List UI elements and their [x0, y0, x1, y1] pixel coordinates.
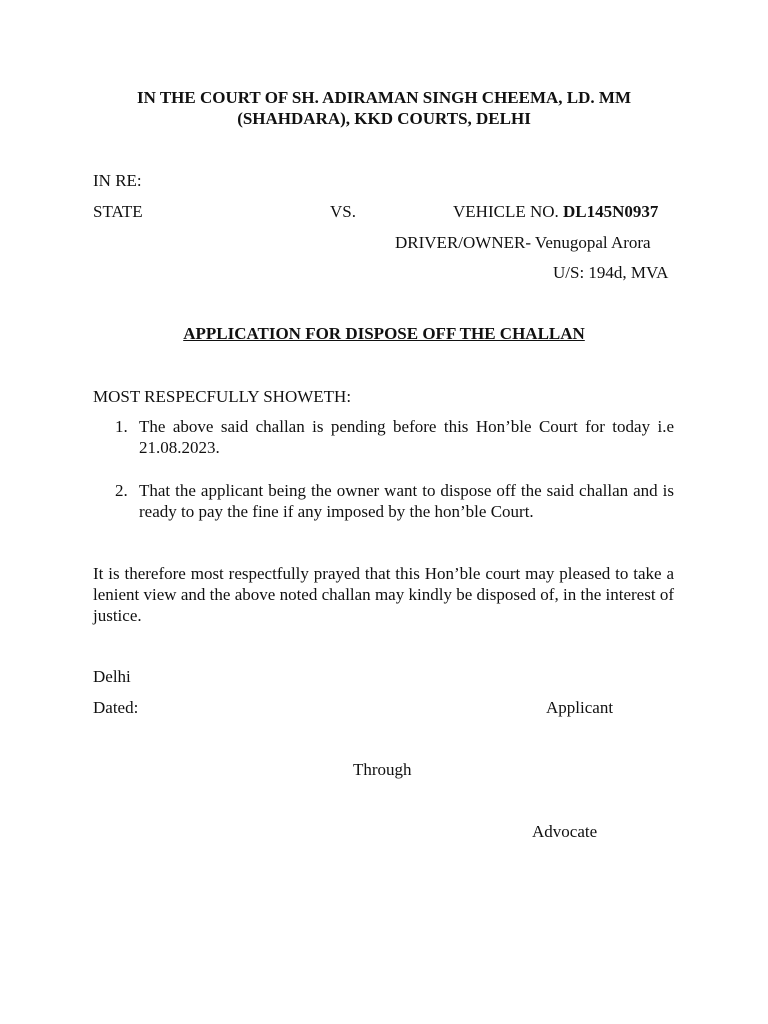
list-item-number: 2.	[115, 481, 128, 500]
driver-owner: DRIVER/OWNER- Venugopal Arora	[395, 233, 651, 252]
list-item-text: The above said challan is pending before this Hon’ble Court for today i.e 21.08.2023.	[139, 417, 674, 457]
vehicle-label: VEHICLE NO.	[453, 202, 559, 221]
through-label: Through	[353, 760, 412, 779]
section-reference: U/S: 194d, MVA	[553, 263, 669, 282]
party-state: STATE	[93, 202, 143, 221]
application-title: APPLICATION FOR DISPOSE OFF THE CHALLAN	[183, 324, 585, 343]
dated-label: Dated:	[93, 698, 139, 717]
in-re-label: IN RE:	[93, 171, 142, 190]
advocate-label: Advocate	[532, 822, 598, 841]
court-heading: IN THE COURT OF SH. ADIRAMAN SINGH CHEEMA, LD. MM (SHAHDARA), KKD COURTS, DELHI	[136, 88, 631, 128]
list-item-number: 1.	[115, 417, 128, 436]
versus-label: VS.	[330, 202, 356, 221]
list-item	[93, 416, 674, 458]
prayer-paragraph: It is therefore most respectfully prayed that this Hon’ble court may pleased to take a lenient view and the above noted challan may kindly be disposed of, in the interest of justice.	[93, 564, 674, 625]
place-label: Delhi	[93, 667, 131, 686]
showeth-label: MOST RESPECFULLY SHOWETH:	[93, 387, 352, 406]
points-list	[93, 416, 674, 544]
vehicle-line	[453, 201, 658, 222]
list-item-text: That the applicant being the owner want to dispose off the said challan and is ready to pay the fine if any imposed by the hon’ble Court.	[139, 481, 674, 521]
list-item	[93, 480, 674, 522]
vehicle-number: DL145N0937	[563, 202, 659, 221]
applicant-label: Applicant	[546, 698, 614, 717]
